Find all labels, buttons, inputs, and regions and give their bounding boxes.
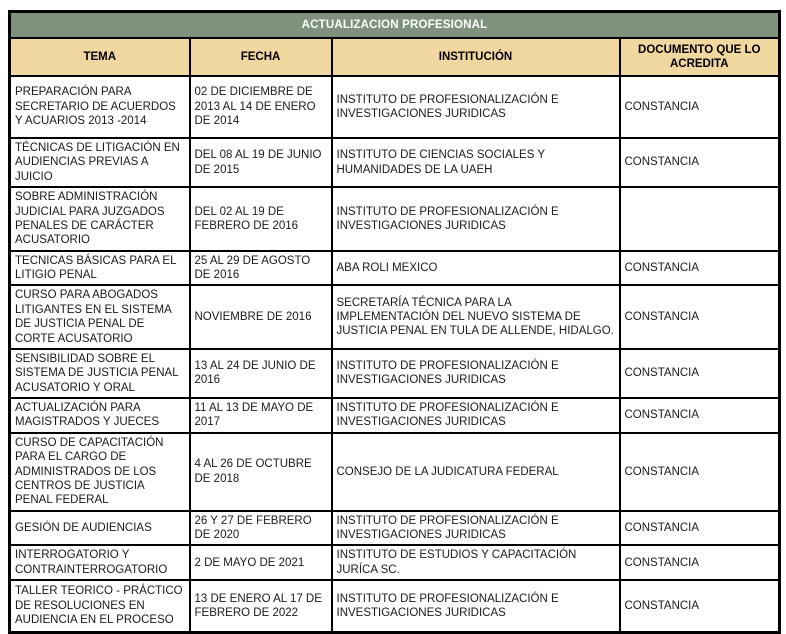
table-body [10, 76, 780, 632]
cell-fecha: 13 AL 24 DE JUNIO DE 2016 [190, 349, 332, 398]
cell-tema: CURSO PARA ABOGADOS LITIGANTES EN EL SISTEMA DE JUSTICIA PENAL DE CORTE ACUSATORIO [10, 285, 190, 349]
cell-documento: CONSTANCIA [620, 511, 780, 546]
cell-documento: CONSTANCIA [620, 545, 780, 580]
cell-documento: CONSTANCIA [620, 251, 780, 286]
cell-institucion: INSTITUTO DE PROFESIONALIZACIÓN E INVESTIGACIONES JURIDICAS [332, 349, 620, 398]
table-row [10, 349, 780, 398]
cell-fecha: DEL 08 AL 19 DE JUNIO DE 2015 [190, 138, 332, 187]
table-row [10, 433, 780, 511]
cell-institucion: INSTITUTO DE PROFESIONALIZACIÓN E INVESTIGACIONES JURIDICAS [332, 580, 620, 632]
table-row [10, 138, 780, 187]
cell-tema: CURSO DE CAPACITACIÓN PARA EL CARGO DE ADMINISTRADOS DE LOS CENTROS DE JUSTICIA PENAL FEDERAL [10, 433, 190, 511]
column-header-documento: DOCUMENTO QUE LO ACREDITA [620, 38, 780, 76]
cell-fecha: 2 DE MAYO DE 2021 [190, 545, 332, 580]
cell-tema: ACTUALIZACIÓN PARA MAGISTRADOS Y JUECES [10, 398, 190, 433]
cell-fecha: NOVIEMBRE DE 2016 [190, 285, 332, 349]
column-header-institucion: INSTITUCIÓN [332, 38, 620, 76]
cell-fecha: 11 AL 13 DE MAYO DE 2017 [190, 398, 332, 433]
table-row [10, 545, 780, 580]
table-row [10, 76, 780, 138]
cell-tema: PREPARACIÓN PARA SECRETARIO DE ACUERDOS Y ACUARIOS 2013 -2014 [10, 76, 190, 138]
cell-institucion: SECRETARÍA TÉCNICA PARA LA IMPLEMENTACIÓN DEL NUEVO SISTEMA DE JUSTICIA PENAL EN TULA DE ALLENDE, HIDALGO. [332, 285, 620, 349]
cell-documento: CONSTANCIA [620, 398, 780, 433]
cell-tema: SOBRE ADMINISTRACIÓN JUDICIAL PARA JUZGADOS PENALES DE CARÁCTER ACUSATORIO [10, 187, 190, 251]
cell-fecha: 26 Y 27 DE FEBRERO DE 2020 [190, 511, 332, 546]
cell-documento: CONSTANCIA [620, 285, 780, 349]
cell-tema: GESIÓN DE AUDIENCIAS [10, 511, 190, 546]
cell-institucion: INSTITUTO DE PROFESIONALIZACIÓN E INVESTIGACIONES JURIDICAS [332, 398, 620, 433]
cell-institucion: INSTITUTO DE PROFESIONALIZACIÓN E INVESTIGACIONES JURIDICAS [332, 76, 620, 138]
cell-fecha: 25 AL 29 DE AGOSTO DE 2016 [190, 251, 332, 286]
cell-tema: INTERROGATORIO Y CONTRAINTERROGATORIO [10, 545, 190, 580]
table-row [10, 511, 780, 546]
table-row [10, 285, 780, 349]
cell-institucion: ABA ROLI MEXICO [332, 251, 620, 286]
cell-documento: CONSTANCIA [620, 76, 780, 138]
cell-documento: CONSTANCIA [620, 349, 780, 398]
cell-institucion: INSTITUTO DE ESTUDIOS Y CAPACITACIÓN JURÍCA SC. [332, 545, 620, 580]
cell-fecha: 13 DE ENERO AL 17 DE FEBRERO DE 2022 [190, 580, 332, 632]
cell-institucion: INSTITUTO DE PROFESIONALIZACIÓN E INVESTIGACIONES JURIDICAS [332, 187, 620, 251]
cell-institucion: INSTITUTO DE PROFESIONALIZACIÓN E INVESTIGACIONES JURIDICAS [332, 511, 620, 546]
cell-documento: CONSTANCIA [620, 580, 780, 632]
table-header-row [10, 38, 780, 76]
cell-fecha: DEL 02 AL 19 DE FEBRERO DE 2016 [190, 187, 332, 251]
table-row [10, 251, 780, 286]
table-title: ACTUALIZACION PROFESIONAL [10, 12, 780, 39]
cell-tema: TECNICAS BÁSICAS PARA EL LITIGIO PENAL [10, 251, 190, 286]
table-row [10, 187, 780, 251]
column-header-tema: TEMA [10, 38, 190, 76]
table-row [10, 398, 780, 433]
column-header-fecha: FECHA [190, 38, 332, 76]
cell-documento: CONSTANCIA [620, 138, 780, 187]
cell-fecha: 4 AL 26 DE OCTUBRE DE 2018 [190, 433, 332, 511]
table-row [10, 580, 780, 632]
cell-tema: TALLER TEORICO - PRÁCTICO DE RESOLUCIONES EN AUDIENCIA EN EL PROCESO [10, 580, 190, 632]
table-title-row [10, 12, 780, 39]
cell-documento: CONSTANCIA [620, 433, 780, 511]
actualizacion-profesional-table [8, 10, 781, 634]
cell-institucion: CONSEJO DE LA JUDICATURA FEDERAL [332, 433, 620, 511]
cell-institucion: INSTITUTO DE CIENCIAS SOCIALES Y HUMANIDADES DE LA UAEH [332, 138, 620, 187]
cell-fecha: 02 DE DICIEMBRE DE 2013 AL 14 DE ENERO DE 2014 [190, 76, 332, 138]
cell-documento [620, 187, 780, 251]
cell-tema: SENSIBILIDAD SOBRE EL SISTEMA DE JUSTICIA PENAL ACUSATORIO Y ORAL [10, 349, 190, 398]
cell-tema: TÉCNICAS DE LITIGACIÓN EN AUDIENCIAS PREVIAS A JUICIO [10, 138, 190, 187]
